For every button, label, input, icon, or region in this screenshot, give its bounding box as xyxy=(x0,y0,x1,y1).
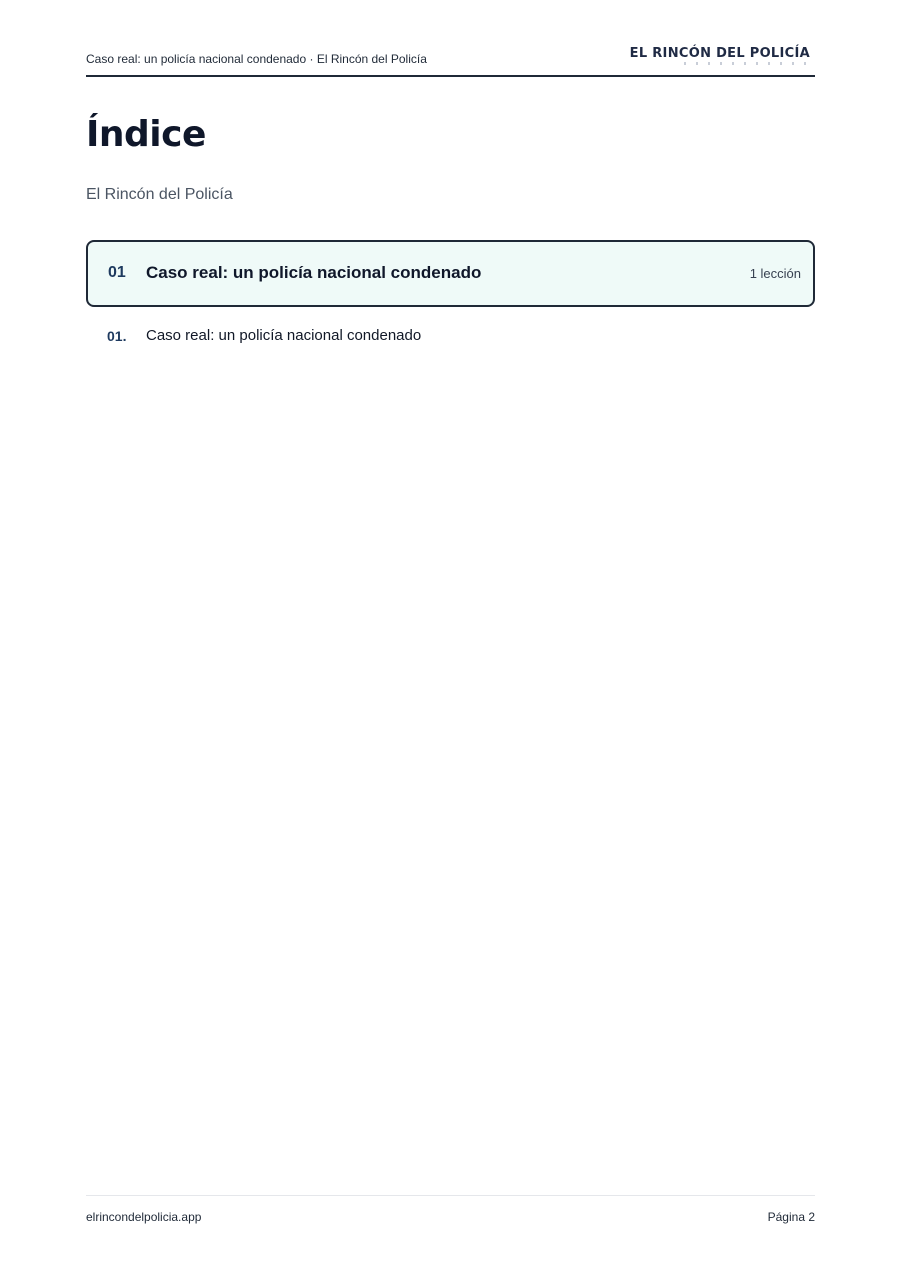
page-footer xyxy=(86,1195,815,1226)
chapter-title: Caso real: un policía nacional condenado xyxy=(146,263,482,282)
chapter-lesson-count: 1 lección xyxy=(749,266,801,281)
brand-logo xyxy=(629,46,810,66)
lesson-entry[interactable] xyxy=(86,326,815,348)
page-header xyxy=(86,42,815,77)
page-subtitle: El Rincón del Policía xyxy=(86,186,233,203)
lesson-number: 01. xyxy=(107,328,127,344)
page xyxy=(86,0,815,1273)
page-number: Página 2 xyxy=(767,1210,815,1224)
lesson-title: Caso real: un policía nacional condenado xyxy=(146,327,422,344)
page-title: Índice xyxy=(86,114,206,155)
logo-text: EL RINCÓN DEL POLICÍA xyxy=(629,46,810,61)
logo-tagline-decoration xyxy=(684,62,808,65)
header-title: Caso real: un policía nacional condenado · El Rincón del Policía xyxy=(86,52,427,66)
footer-site: elrincondelpolicia.app xyxy=(86,1210,202,1224)
chapter-number: 01 xyxy=(108,264,126,281)
chapter-entry[interactable] xyxy=(86,240,815,307)
